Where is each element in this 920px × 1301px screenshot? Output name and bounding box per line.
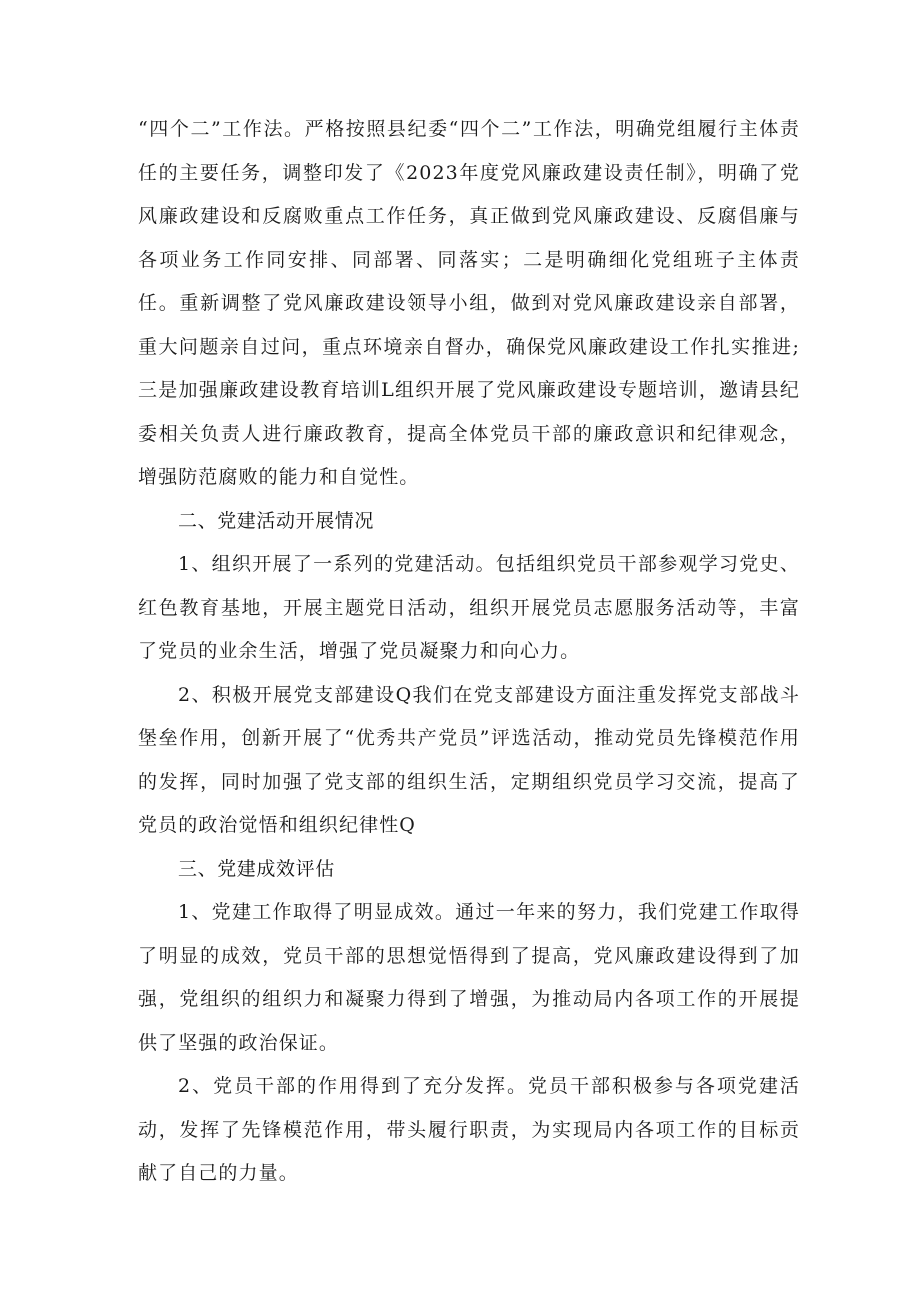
document-body <box>138 108 800 1196</box>
paragraph-activities-item-1: 1、组织开展了一系列的党建活动。包括组织党员干部参观学习党史、红色教育基地，开展主题党日活动，组织开展党员志愿服务活动等，丰富了党员的业余生活，增强了党员凝聚力和向心力。 <box>138 553 800 662</box>
paragraph-activities-item-2: 2、积极开展党支部建设Q我们在党支部建设方面注重发挥党支部战斗堡垒作用，创新开展了“优秀共产党员”评选活动，推动党员先锋模范作用的发挥，同时加强了党支部的组织生活，定期组织党员学习交流，提高了党员的政治觉悟和组织纪律性Q <box>138 683 800 836</box>
section-heading-effectiveness: 三、党建成效评估 <box>178 857 335 880</box>
paragraph-effectiveness-item-1: 1、党建工作取得了明显成效。通过一年来的努力，我们党建工作取得了明显的成效，党员干部的思想觉悟得到了提高，党风廉政建设得到了加强，党组织的组织力和凝聚力得到了增强，为推动局内各项工作的开展提供了坚强的政治保证。 <box>138 901 800 1054</box>
paragraph-effectiveness-item-2: 2、党员干部的作用得到了充分发挥。党员干部积极参与各项党建活动，发挥了先锋模范作用，带头履行职责，为实现局内各项工作的目标贡献了自己的力量。 <box>138 1075 800 1184</box>
section-heading-party-activities: 二、党建活动开展情况 <box>178 509 375 532</box>
paragraph-party-integrity: “四个二”工作法。严格按照县纪委“四个二”工作法，明确党组履行主体责任的主要任务，调整印发了《2023年度党风廉政建设责任制》，明确了党风廉政建设和反腐败重点工作任务，真正做到党风廉政建设、反腐倡廉与各项业务工作同安排、同部署、同落实；二是明确细化党组班子主体责任。重新调整了党风廉政建设领导小组，做到对党风廉政建设亲自部署，重大问题亲自过问，重点环境亲自督办，确保党风廉政建设工作扎实推进;三是加强廉政建设教育培训L组织开展了党风廉政建设专题培训，邀请县纪委相关负责人进行廉政教育，提高全体党员干部的廉政意识和纪律观念，增强防范腐败的能力和自觉性。 <box>138 118 800 488</box>
